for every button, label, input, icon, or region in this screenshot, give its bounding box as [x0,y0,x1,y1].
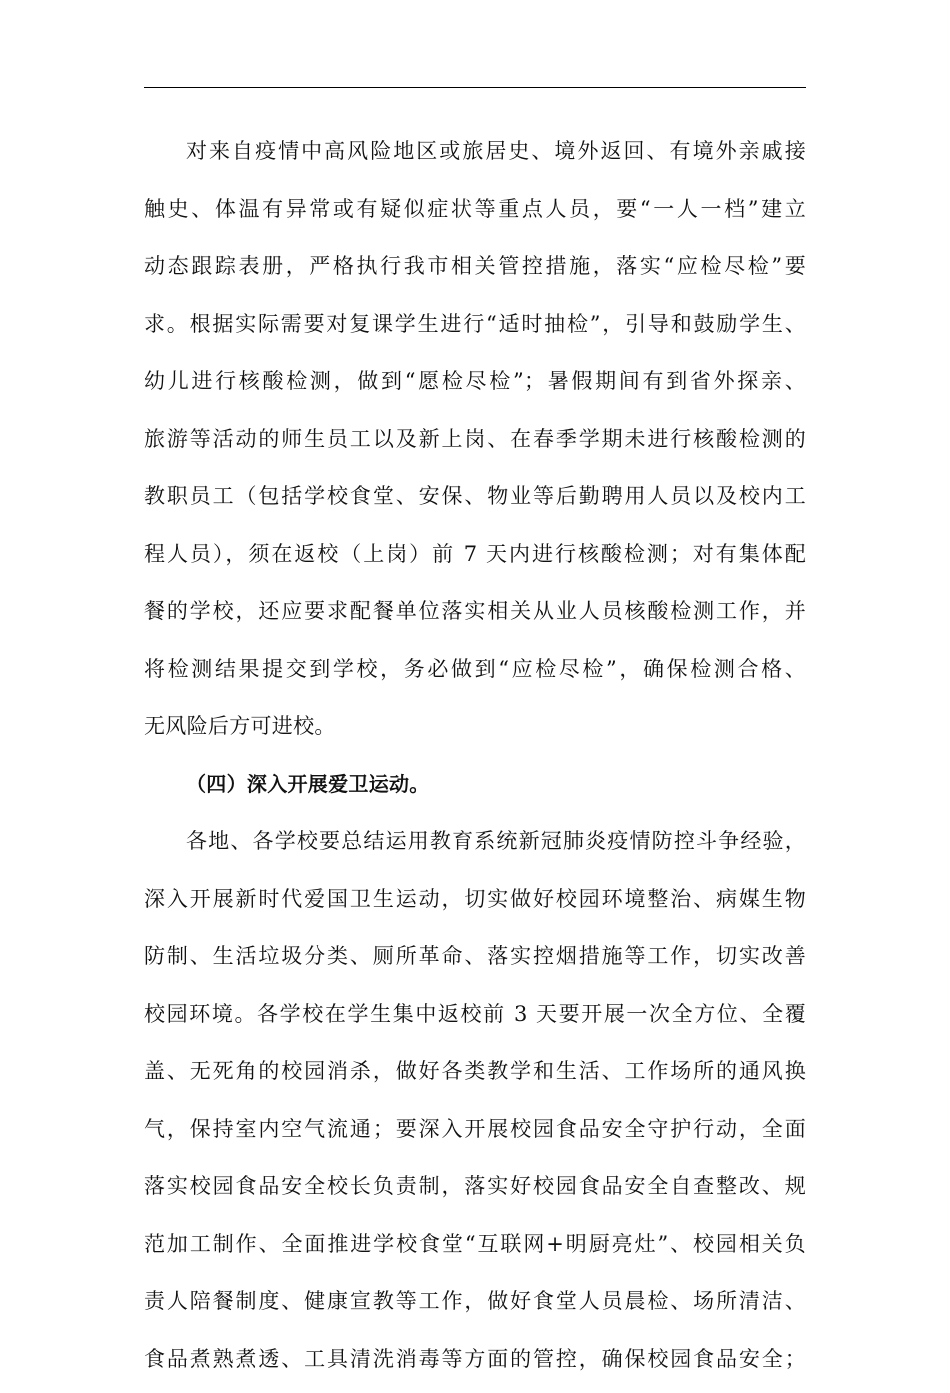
section-heading: （四）深入开展爱卫运动。 [186,771,430,796]
paragraph-1-line: 求。根据实际需要对复课学生进行“适时抽检”，引导和鼓励学生、 [144,311,806,336]
paragraph-1-line: 将检测结果提交到学校，务必做到“应检尽检”，确保检测合格、 [144,656,806,681]
paragraph-2-line: 范加工制作、全面推进学校食堂“互联网+明厨亮灶”、校园相关负 [144,1231,806,1256]
document-body [144,128,806,1393]
paragraph-2-line: 盖、无死角的校园消杀，做好各类教学和生活、工作场所的通风换 [144,1059,806,1083]
paragraph-1-line: 无风险后方可进校。 [144,714,336,738]
paragraph-2-line: 各地、各学校要总结运用教育系统新冠肺炎疫情防控斗争经验， [186,829,806,853]
paragraph-2-line: 校园环境。各学校在学生集中返校前 3 天要开展一次全方位、全覆 [144,1001,806,1026]
paragraph-1-line: 旅游等活动的师生员工以及新上岗、在春季学期未进行核酸检测的 [144,426,806,451]
paragraph-1-line: 触史、体温有异常或有疑似症状等重点人员，要“一人一档”建立 [144,196,806,221]
paragraph-1-line: 教职员工（包括学校食堂、安保、物业等后勤聘用人员以及校内工 [144,484,806,508]
paragraph-1-line: 对来自疫情中高风险地区或旅居史、境外返回、有境外亲戚接 [186,139,806,163]
paragraph-1-line: 程人员），须在返校（上岗）前 7 天内进行核酸检测；对有集体配 [144,541,806,566]
paragraph-1-line: 餐的学校，还应要求配餐单位落实相关从业人员核酸检测工作，并 [144,599,806,623]
paragraph-1-line: 动态跟踪表册，严格执行我市相关管控措施，落实“应检尽检”要 [144,254,806,278]
paragraph-2-line: 食品煮熟煮透、工具清洗消毒等方面的管控，确保校园食品安全； [144,1346,806,1371]
paragraph-2-line: 深入开展新时代爱国卫生运动，切实做好校园环境整治、病媒生物 [144,886,806,911]
paragraph-2-line: 责人陪餐制度、健康宣教等工作，做好食堂人员晨检、场所清洁、 [144,1289,806,1313]
paragraph-2-line: 落实校园食品安全校长负责制，落实好校园食品安全自查整改、规 [144,1174,806,1198]
paragraph-2-line: 防制、生活垃圾分类、厕所革命、落实控烟措施等工作，切实改善 [144,944,806,968]
paragraph-1-line: 幼儿进行核酸检测，做到“愿检尽检”；暑假期间有到省外探亲、 [144,369,806,393]
paragraph-2-line: 气，保持室内空气流通；要深入开展校园食品安全守护行动，全面 [144,1116,806,1141]
header-rule [144,87,806,88]
